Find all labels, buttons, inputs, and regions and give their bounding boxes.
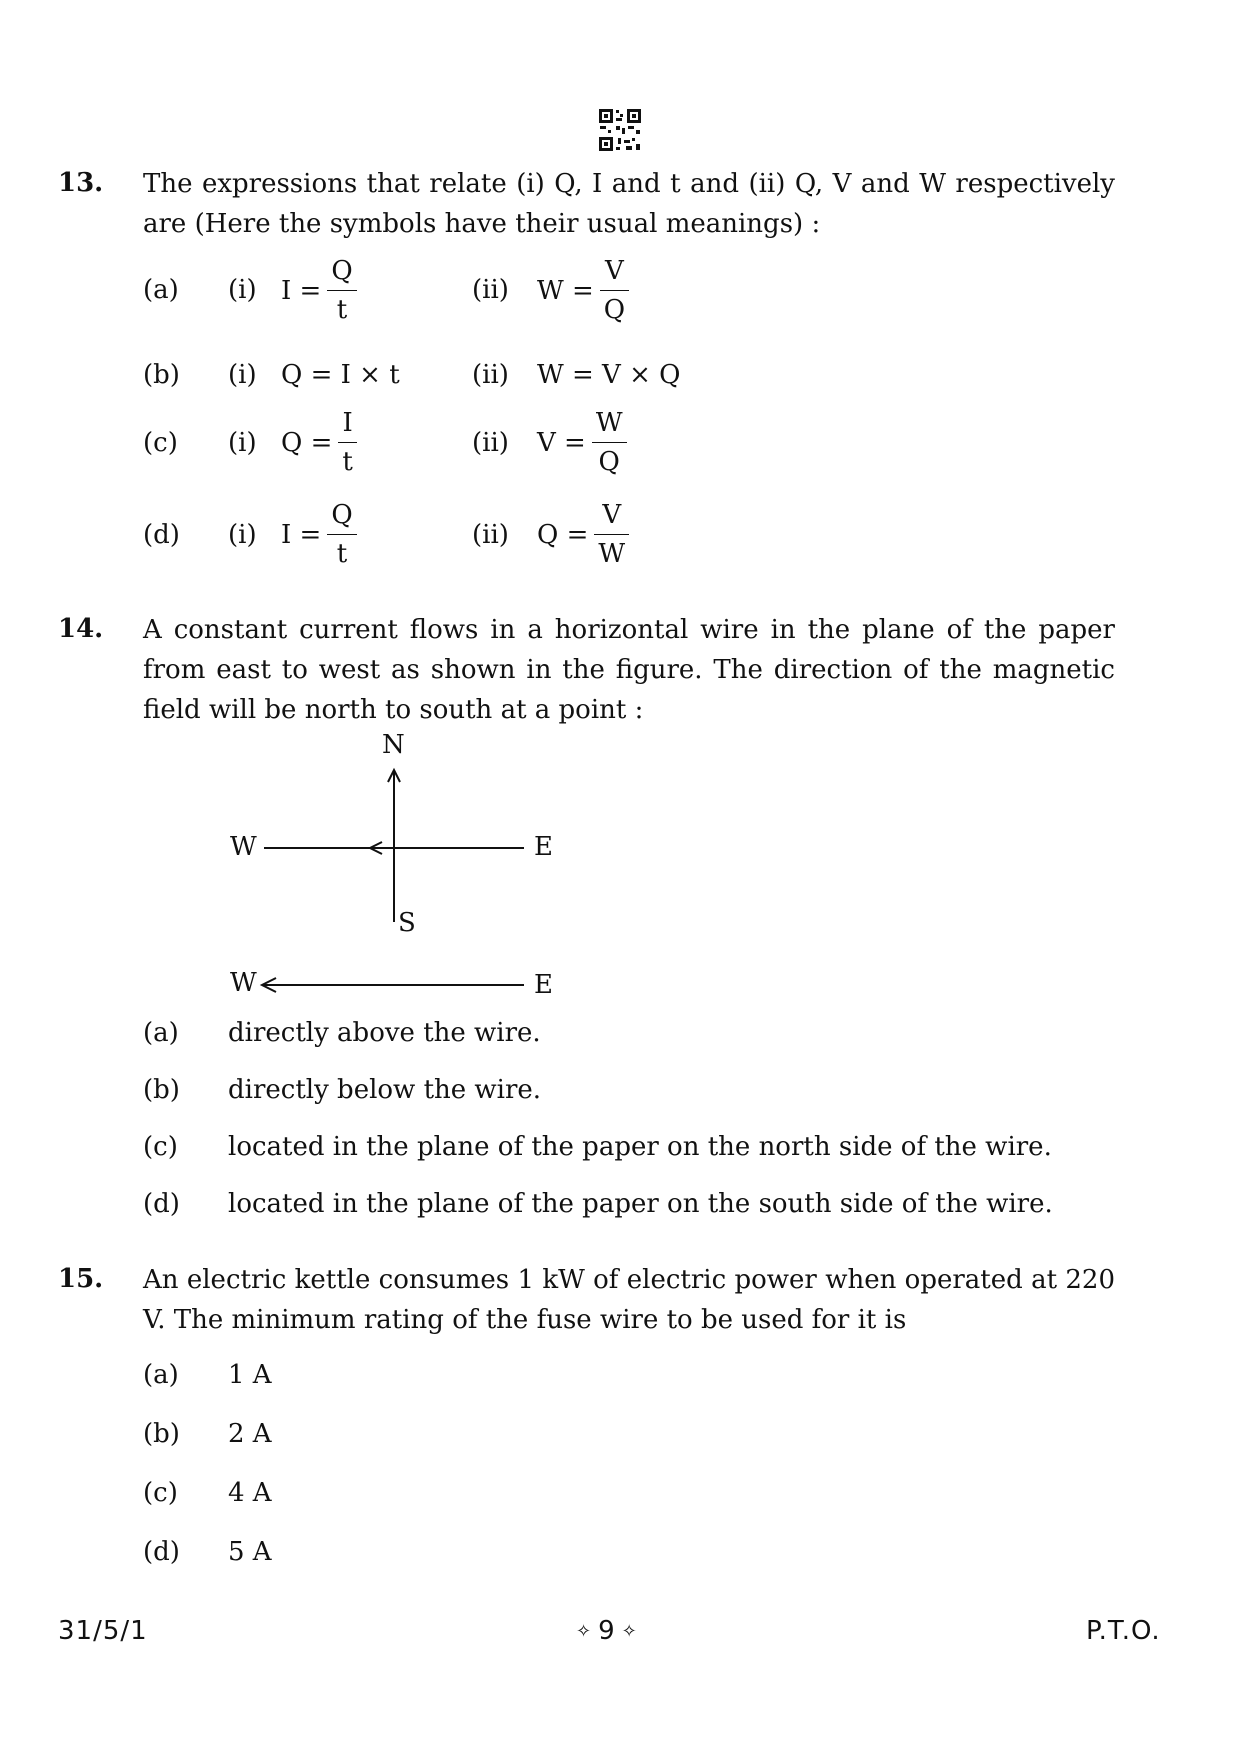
numerator: Q (327, 500, 356, 535)
equation-lhs: Q = (281, 427, 333, 458)
fraction (327, 256, 356, 325)
numerator: V (594, 500, 629, 535)
sub-label: (i) (228, 520, 257, 550)
denominator: Q (598, 447, 620, 477)
sub-label: (ii) (472, 275, 509, 305)
label-south: S (398, 908, 416, 938)
equation (281, 408, 357, 477)
numerator: V (600, 256, 629, 291)
fraction (592, 408, 627, 477)
option-letter: (c) (143, 1478, 178, 1508)
label-west: W (230, 832, 257, 862)
equation-lhs: I = (281, 275, 322, 306)
denominator: Q (603, 295, 626, 325)
label-north: N (382, 730, 405, 760)
fraction (594, 500, 629, 569)
fraction (600, 256, 629, 325)
option-letter: (d) (143, 1189, 180, 1219)
page-number-group (576, 1616, 638, 1646)
qr-code-icon (598, 108, 642, 152)
paper-code: 31/5/1 (58, 1616, 148, 1646)
equation: W = V × Q (537, 360, 681, 390)
option-text: 1 A (228, 1360, 272, 1390)
question-number: 15. (58, 1264, 104, 1294)
option-letter: (b) (143, 360, 180, 390)
question-text: A constant current flows in a horizontal wire in the plane of the paper from east to west as shown in the figure. The direction of the magnetic field will be north to south at a point : (143, 615, 1115, 725)
option-text: located in the plane of the paper on the south side of the wire. (228, 1189, 1053, 1219)
question-text: An electric kettle consumes 1 kW of electric power when operated at 220 V. The minimum rating of the fuse wire to be used for it is (143, 1265, 1115, 1335)
question-number: 13. (58, 168, 104, 198)
option-text: 2 A (228, 1419, 272, 1449)
denominator: t (336, 295, 348, 325)
denominator: t (336, 539, 348, 569)
equation (537, 256, 629, 325)
option-letter: (b) (143, 1075, 180, 1105)
option-text: 5 A (228, 1537, 272, 1567)
pto-label: P.T.O. (1086, 1616, 1161, 1646)
question-text: The expressions that relate (i) Q, I and t and (ii) Q, V and W respectively are (Here the symbols have their usual meanings) : (143, 169, 1115, 239)
option-letter: (b) (143, 1419, 180, 1449)
option-text: directly below the wire. (228, 1075, 542, 1105)
denominator: t (342, 447, 353, 477)
fraction (338, 408, 356, 477)
option-text: 4 A (228, 1478, 272, 1508)
equation: Q = I × t (281, 360, 400, 390)
label-east-wire: E (534, 970, 553, 1000)
option-letter: (a) (143, 1360, 179, 1390)
sub-label: (ii) (472, 360, 509, 390)
ornament-left-icon: ✧ (576, 1620, 593, 1642)
sub-label: (ii) (472, 520, 509, 550)
option-text: directly above the wire. (228, 1018, 541, 1048)
sub-label: (i) (228, 275, 257, 305)
numerator: Q (327, 256, 356, 291)
denominator: W (598, 539, 626, 569)
sub-label: (i) (228, 428, 257, 458)
ornament-right-icon: ✧ (621, 1620, 638, 1642)
equation (537, 500, 629, 569)
option-letter: (c) (143, 428, 178, 458)
equation-lhs: V = (537, 427, 586, 458)
label-west-wire: W (230, 968, 257, 998)
option-letter: (a) (143, 1018, 179, 1048)
option-letter: (d) (143, 520, 180, 550)
numerator: W (592, 408, 627, 443)
sub-label: (ii) (472, 428, 509, 458)
equation (281, 256, 357, 325)
option-letter: (a) (143, 275, 179, 305)
option-text: located in the plane of the paper on the north side of the wire. (228, 1132, 1052, 1162)
option-letter: (c) (143, 1132, 178, 1162)
sub-label: (i) (228, 360, 257, 390)
equation-lhs: W = (537, 275, 594, 306)
equation-lhs: I = (281, 519, 322, 550)
fraction (327, 500, 356, 569)
compass-wire-diagram (220, 730, 580, 1010)
equation-lhs: Q = (537, 519, 589, 550)
equation (537, 408, 627, 477)
equation (281, 500, 357, 569)
question-number: 14. (58, 614, 104, 644)
label-east: E (534, 832, 553, 862)
page-number: 9 (598, 1616, 616, 1646)
option-letter: (d) (143, 1537, 180, 1567)
numerator: I (338, 408, 356, 443)
